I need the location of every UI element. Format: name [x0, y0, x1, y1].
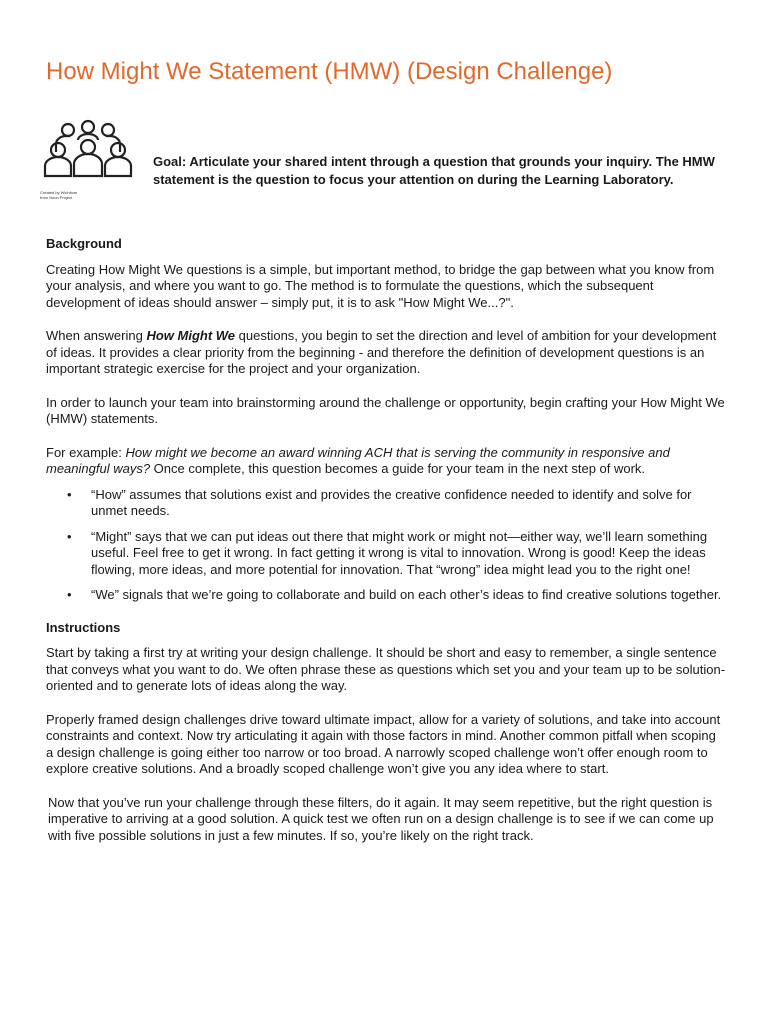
instructions-paragraph-3: Now that you’ve run your challenge through these filters, do it again. It may seem repetitive, but the right question is imperative to arriving at a good solution. A quick test we often run on a design challenge is to see if we can come up with five possible solutions in just a few minutes. If so, you’re likely on the right track. — [48, 794, 714, 843]
hmw-bullet-list — [46, 487, 726, 604]
list-item: • “How” assumes that solutions exist and provides the creative confidence needed to identify and solve for unmet needs. — [91, 487, 726, 520]
instructions-paragraph-1: Start by taking a first try at writing your design challenge. It should be short and easy to remember, a single sentence that conveys what you want to do. We often phrase these as questions which set you and your team up to be solution-oriented and to generate lots of ideas along the way. — [46, 645, 726, 693]
people-group-icon — [40, 118, 136, 188]
instructions-paragraph-2: Properly framed design challenges drive toward ultimate impact, allow for a variety of solutions, and take into account constraints and context. Now try articulating it again with those factors in mind. Another common pitfall when scoping a design challenge is going either too narrow or too broad. A narrowly scoped challenge won’t offer enough room to explore creative solutions. And a broadly scoped challenge won’t give you any idea where to start. — [46, 711, 721, 776]
hmw-emphasis: How Might We — [146, 328, 236, 343]
goal-statement: Goal: Articulate your shared intent through a question that grounds your inquiry. The HMW statement is the question to focus your attention on during the Learning Laboratory. — [153, 154, 715, 187]
icon-credit: Created by Wichitom from Noun Project — [40, 190, 78, 200]
background-paragraph-1: Creating How Might We questions is a simple, but important method, to bridge the gap between what you know from your analysis, and where you want to go. The method is to formulate the questions, which the subsequent development of ideas should answer – simply put, it is to ask "How Might We...?". — [46, 261, 715, 310]
background-paragraph-4: For example: How might we become an award winning ACH that is serving the community in responsive and meaningful ways? Once complete, this question becomes a guide for your team in the next step of work. — [46, 444, 670, 476]
example-question: How might we become an award winning ACH that is serving the community in responsive and meaningful ways? — [46, 444, 670, 476]
list-item: • “We” signals that we’re going to collaborate and build on each other’s ideas to find creative solutions together. — [91, 587, 726, 604]
background-paragraph-2: When answering How Might We questions, you begin to set the direction and level of ambition for your development of ideas. It provides a clear priority from the beginning - and therefore the definition of development questions is an important strategic exercise for the project and your organization. — [46, 328, 717, 376]
instructions-heading: Instructions — [46, 619, 121, 635]
background-heading: Background — [46, 236, 122, 251]
document-body — [46, 236, 726, 861]
list-item: • “Might” says that we can put ideas out there that might work or might not—either way, we’ll learn something useful. Feel free to get it wrong. In fact getting it wrong is vital to innovation. Wrong is good! Keep the ideas flowing, more ideas, and more potential for innovation. That “wrong” idea might lead you to the right one! — [91, 529, 726, 579]
page-title: How Might We Statement (HMW) (Design Challenge) — [46, 58, 613, 85]
background-paragraph-3: In order to launch your team into brainstorming around the challenge or opportunity, begin crafting your How Might We (HMW) statements. — [46, 394, 725, 426]
